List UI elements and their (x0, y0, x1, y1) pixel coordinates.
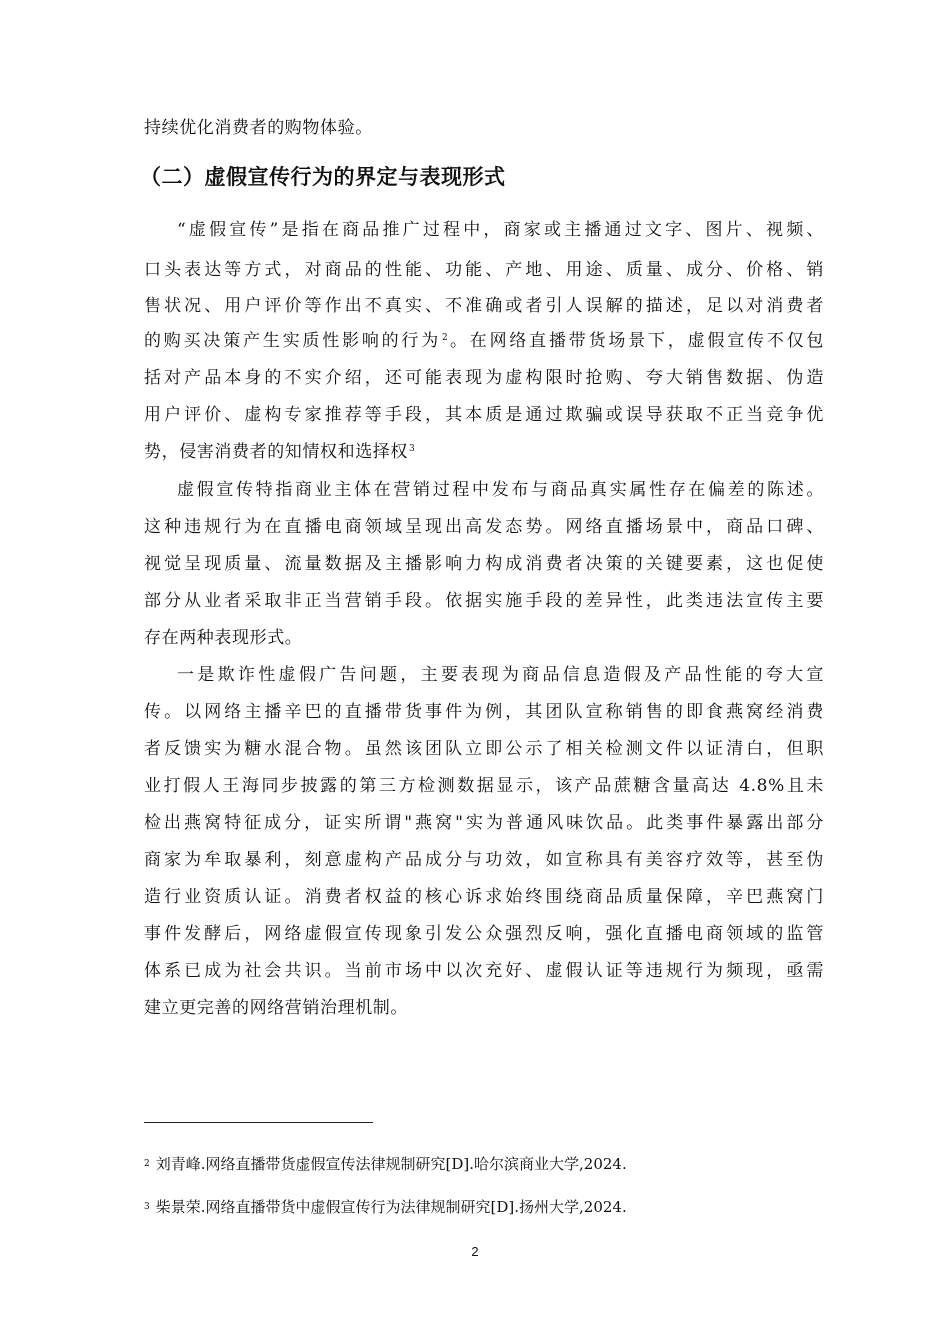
paragraph-line: 一是欺诈性虚假广告问题，主要表现为商品信息造假及产品性能的夸大宣 (177, 665, 824, 685)
footnote-text: 刘青峰.网络直播带货虚假宣传法律规制研究[D].哈尔滨商业大学,2024. (155, 1155, 627, 1173)
paragraph-line: 业打假人王海同步披露的第三方检测数据显示，该产品蔗糖含量高达 4.8%且未 (144, 776, 824, 796)
footnote-ref[interactable]: 3 (409, 444, 415, 454)
paragraph-line: 传。以网络主播辛巴的直播带货事件为例，其团队宣称销售的即食燕窝经消费 (144, 702, 824, 722)
paragraph-line: 存在两种表现形式。 (144, 628, 303, 648)
paragraph-line: 售状况、用户评价等作出不真实、不准确或者引人误解的描述，足以对消费者 (144, 296, 824, 316)
section-heading: （二）虚假宣传行为的界定与表现形式 (140, 165, 506, 189)
paragraph-line: 视觉呈现质量、流量数据及主播影响力构成消费者决策的关键要素，这也促使 (144, 554, 824, 574)
footnote-mark: 3 (144, 1202, 150, 1212)
paragraph-line (144, 440, 824, 464)
paragraph-line: 检出燕窝特征成分，证实所谓"燕窝"实为普通风味饮品。此类事件暴露出部分 (144, 813, 824, 833)
text-segment: 势，侵害消费者的知情权和选择权 (144, 442, 408, 462)
footnote-divider (144, 1122, 373, 1123)
footnote-mark: 2 (144, 1159, 150, 1169)
paragraph-line: 造行业资质认证。消费者权益的核心诉求始终围绕商品质量保障，辛巴燕窝门 (144, 887, 824, 907)
footnote (144, 1153, 627, 1175)
paragraph-line: 建立更完善的网络营销治理机制。 (144, 998, 408, 1018)
text-segment: 的购买决策产生实质性影响的行为 (144, 331, 442, 351)
text-segment: 。在网络直播带货场景下，虚假宣传不仅包 (447, 331, 824, 351)
paragraph-line: 体系已成为社会共识。当前市场中以次充好、虚假认证等违规行为频现，亟需 (144, 961, 824, 981)
paragraph-line: 这种违规行为在直播电商领域呈现出高发态势。网络直播场景中，商品口碑、 (144, 517, 824, 537)
footnote (144, 1196, 627, 1218)
paragraph-line: 口头表达等方式，对商品的性能、功能、产地、用途、质量、成分、价格、销 (144, 260, 824, 280)
paragraph-line: 用户评价、虚构专家推荐等手段，其本质是通过欺骗或误导获取不正当竞争优 (144, 405, 824, 425)
paragraph-line: 持续优化消费者的购物体验。 (144, 118, 373, 138)
paragraph-line: 者反馈实为糖水混合物。虽然该团队立即公示了相关检测文件以证清白，但职 (144, 739, 824, 759)
paragraph-line: 括对产品本身的不实介绍，还可能表现为虚构限时抢购、夸大销售数据、伪造 (144, 368, 824, 388)
paragraph-line: 虚假宣传特指商业主体在营销过程中发布与商品真实属性存在偏差的陈述。 (177, 480, 824, 500)
paragraph-line (144, 329, 824, 353)
footnote-text: 柴景荣.网络直播带货中虚假宣传行为法律规制研究[D].扬州大学,2024. (155, 1198, 627, 1216)
paragraph-line: “虚假宣传”是指在商品推广过程中，商家或主播通过文字、图片、视频、 (177, 220, 824, 240)
paragraph-line: 事件发酵后，网络虚假宣传现象引发公众强烈反响，强化直播电商领域的监管 (144, 924, 824, 944)
footnote-ref[interactable]: 2 (442, 333, 448, 343)
paragraph-line: 部分从业者采取非正当营销手段。依据实施手段的差异性，此类违法宣传主要 (144, 591, 824, 611)
paragraph-line: 商家为牟取暴利，刻意虚构产品成分与功效，如宣称具有美容疗效等，甚至伪 (144, 850, 824, 870)
page-number: 2 (471, 1244, 479, 1259)
